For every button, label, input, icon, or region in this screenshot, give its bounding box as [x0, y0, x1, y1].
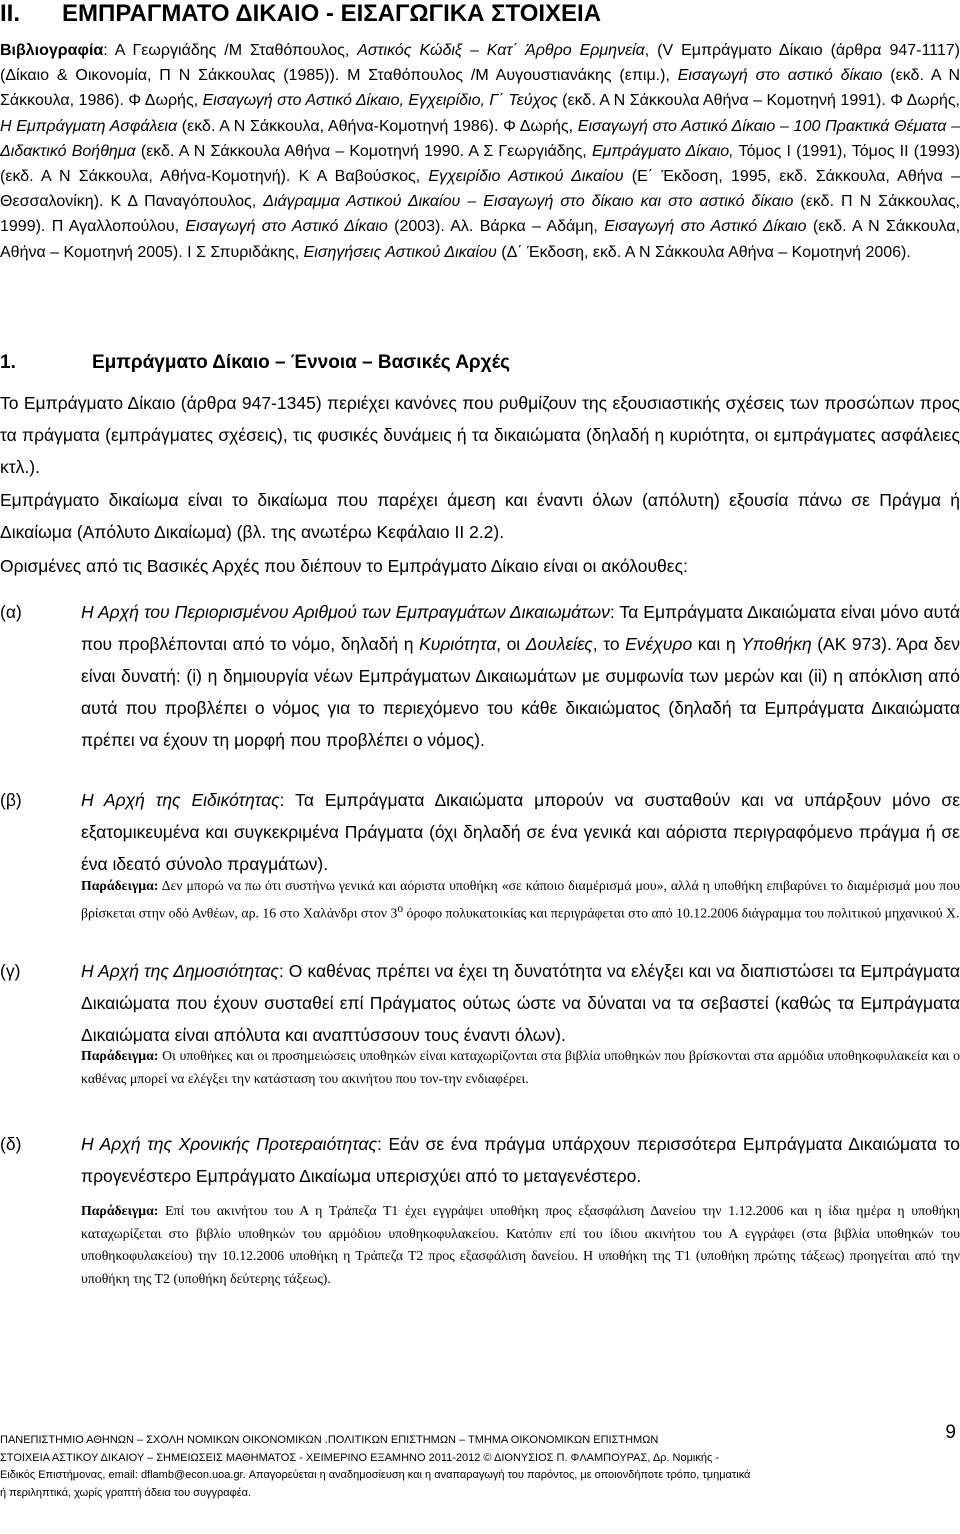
biblio-title: Εισαγωγή στο Αστικό Δίκαιο — [185, 218, 388, 236]
intro-paragraph-3: Ορισμένες από τις Βασικές Αρχές που διέπουν το Εμπράγματο Δίκαιο είναι οι ακόλουθες: — [0, 556, 688, 576]
principle-title-d: Η Αρχή της Χρονικής Προτεραιότητας — [81, 1134, 377, 1154]
biblio-text: (Ε΄ Έκδοση, 1995, εκδ. Σάκκουλα, Αθήνα – Θεσσαλονίκη). Κ Δ Παναγόπουλος, — [0, 168, 960, 211]
item-label-a: (α) — [0, 602, 22, 622]
footer-line-1: ΠΑΝΕΠΙΣΤΗΜΙΟ ΑΘΗΝΩΝ – ΣΧΟΛΗ ΝΟΜΙΚΩΝ ΟΙΚΟΝΟΜΙΚΩΝ .ΠΟΛΙΤΙΚΩΝ ΕΠΙΣΤΗΜΩΝ – ΤΜΗΜΑ ΟΙΚΟΝΟΜΙΚΩΝ ΕΠΙΣΤΗΜΩΝ — [0, 1434, 659, 1446]
chapter-title — [0, 0, 601, 28]
item-label-b: (β) — [0, 790, 22, 810]
biblio-title: Εισαγωγή στο Αστικό Δίκαιο, Εγχειρίδιο, Γ΄ Τεύχος — [202, 92, 558, 110]
example-c — [81, 1045, 960, 1090]
principle-title-b: Η Αρχή της Ειδικότητας — [81, 790, 280, 810]
principle-title-a: Η Αρχή του Περιορισμένου Αριθμού των Εμπραγμάτων Δικαιωμάτων — [81, 602, 610, 622]
biblio-title: Εμπράγματο Δίκαιο, — [591, 142, 734, 160]
item-term: Κυριότητα — [419, 634, 497, 654]
example-label: Παράδειγμα: — [81, 878, 159, 893]
biblio-title: Εγχειρίδιο Αστικού Δικαίου — [428, 168, 624, 186]
item-text: και η — [692, 634, 742, 654]
bibliography-label: Βιβλιογραφία — [0, 42, 104, 59]
bibliography-paragraph — [0, 38, 960, 265]
item-text: : Τα Εμπράγματα Δικαιώματα μπορούν να συσταθούν και να υπάρξουν μόνο σε εξατομικευμένα και συγκεκριμένα Πράγματα (όχι δηλαδή σε ένα γενικά και αόριστα περιγραφόμενο πράγμα ή σε ένα ιδεατό σύνολο πραγμάτων). — [81, 790, 960, 874]
principle-title-c: Η Αρχή της Δημοσιότητας — [81, 961, 279, 981]
ordinal-superscript: ο — [397, 902, 404, 915]
example-b — [81, 875, 960, 925]
section-title: Εμπράγματο Δίκαιο – Έννοια – Βασικές Αρχές — [92, 352, 511, 373]
biblio-text: (εκδ. Α Ν Σάκκουλα, Αθήνα – Κομοτηνή 2005). Ι Σ Σπυριδάκης, — [0, 218, 960, 261]
biblio-text: Τόμος Ι (1991), Τόμος ΙΙ (1993) (εκδ. Α Ν Σάκκουλα, Αθήνα-Κομοτηνή). Κ Α Βαβούσκος, — [0, 142, 960, 186]
footer-line-2: ΣΤΟΙΧΕΙΑ ΑΣΤΙΚΟΥ ΔΙΚΑΙΟΥ – ΣΗΜΕΙΩΣΕΙΣ ΜΑΘΗΜΑΤΟΣ - ΧΕΙΜΕΡΙΝΟ ΕΞΑΜΗΝΟ 2011-2012 © ΔΙΟΝΥΣΙΟΣ Π. ΦΛΑΜΠΟΥΡΑΣ, Δρ. Νομικής - — [0, 1451, 720, 1464]
biblio-title: Εισαγωγή στο Αστικό Δίκαιο – 100 Πρακτικά Θέματα – Διδακτικό Βοήθημα — [0, 117, 960, 160]
example-label: Παράδειγμα: — [81, 1048, 159, 1063]
biblio-text: (εκδ. Α Ν Σάκκουλα, 1986). Φ Δωρής, — [0, 67, 960, 110]
item-body-d — [81, 1128, 960, 1192]
biblio-text: (2003). Αλ. Βάρκα – Αδάμη, — [387, 218, 605, 236]
chapter-title-text: ΕΜΠΡΑΓΜΑΤΟ ΔΙΚΑΙΟ - ΕΙΣΑΓΩΓΙΚΑ ΣΤΟΙΧΕΙΑ — [62, 0, 602, 27]
biblio-title: Εισαγωγή στο Αστικό Δίκαιο — [604, 218, 807, 236]
item-text: , οι — [496, 634, 526, 654]
page-number: 9 — [945, 1422, 956, 1443]
footer-line-3: Ειδικός Επιστήμονας, email: dflamb@econ.uoa.gr. Απαγορεύεται η αναδημοσίευση και η αναπαραγωγή του παρόντος, με οποιονδήποτε τρόπο, τμηματικά — [0, 1469, 751, 1481]
section-heading — [0, 351, 510, 375]
biblio-text: , (V Εμπράγματο Δίκαιο (άρθρα 947-1117) (Δίκαιο & Οικονομία, Π Ν Σάκκουλας (1985)). Μ Σταθόπουλος /Μ Αυγουστιανάκης (επιμ.), — [0, 42, 960, 85]
page-footer — [0, 1432, 960, 1502]
section-number: 1. — [0, 352, 16, 373]
item-term: Υποθήκη — [741, 634, 812, 654]
example-d — [81, 1200, 960, 1290]
chapter-number: II. — [0, 0, 21, 27]
biblio-text: (Δ΄ Έκδοση, εκδ. Α Ν Σάκκουλα Αθήνα – Κομοτηνή 2006). — [496, 243, 911, 261]
biblio-title: Διάγραμμα Αστικού Δικαίου – Εισαγωγή στο δίκαιο και στο αστικό δίκαιο — [263, 193, 794, 211]
item-label-c: (γ) — [0, 961, 21, 981]
biblio-text: (εκδ. Π Ν Σάκκουλας, 1999). Π Αγαλλοπούλου, — [0, 193, 960, 236]
biblio-title: Εισηγήσεις Αστικού Δικαίου — [303, 243, 497, 261]
item-text: , το — [592, 634, 626, 654]
item-body-c — [81, 955, 960, 1051]
example-text: Οι υποθήκες και οι προσημειώσεις υποθηκών είναι καταχωρίζονται στα βιβλία υποθηκών που βρίσκονται στα αρμόδια υποθηκοφυλακεία και ο καθένας μπορεί να ελέγξει την κατάσταση του ακινήτου που τον-την ενδιαφέρει. — [81, 1048, 960, 1086]
example-text: όροφο πολυκατοικίας και περιγράφεται στο από 10.12.2006 διάγραμμα του πολιτικού μηχανικού Χ. — [403, 905, 960, 921]
biblio-title: Αστικός Κώδιξ – Κατ΄ Άρθρο Ερμηνεία — [357, 42, 645, 59]
example-text: Δεν μπορώ να πω ότι συστήνω γενικά και αόριστα υποθήκη «σε κάποιο διαμέρισμά μου», αλλά η υποθήκη επιβαρύνει το διαμέρισμά μου που βρίσκεται στην οδό Ανθέων, αρ. 16 στο Χαλάνδρι στον 3 — [81, 878, 960, 921]
item-text: : Ο καθένας πρέπει να έχει τη δυνατότητα να ελέγξει και να διαπιστώσει τα Εμπράγματα Δικαιώματα που έχουν συσταθεί επί Πράγματος ούτως ώστε να δύναται να τα σεβαστεί (καθώς τα Εμπράγματα Δικαιώματα είναι απόλυτα και αναπτύσσουν τους έναντι όλων). — [81, 961, 960, 1045]
intro-paragraph-1: Το Εμπράγματο Δίκαιο (άρθρα 947-1345) περιέχει κανόνες που ρυθμίζουν της εξουσιαστικής σχέσεις των προσώπων προς τα πράγματα (εμπράγματες σχέσεις), τις φυσικές δυνάμεις ή τα δικαιώματα (δηλαδή η κυριότητα, οι εμπράγματες ασφάλειες κτλ.). — [0, 393, 960, 477]
item-term: Δουλείες — [525, 634, 593, 654]
biblio-title: Εισαγωγή στο αστικό δίκαιο — [677, 67, 883, 85]
item-term: Ενέχυρο — [625, 634, 693, 654]
item-body-a — [81, 596, 960, 756]
item-body-b — [81, 784, 960, 880]
intro-paragraph-2: Εμπράγματο δικαίωμα είναι το δικαίωμα που παρέχει άμεση και έναντι όλων (απόλυτη) εξουσία πάνω σε Πράγμα ή Δικαίωμα (Απόλυτο Δικαίωμα) (βλ. της ανωτέρω Κεφάλαιο ΙΙ 2.2). — [0, 490, 960, 542]
biblio-text: (εκδ. Α Ν Σάκκουλα, Αθήνα-Κομοτηνή 1986). Φ Δωρής, — [177, 117, 578, 135]
item-text: (ΑΚ 973). Άρα δεν είναι δυνατή: (i) η δημιουργία νέων Εμπράγματων Δικαιωμάτων με συμφωνία των μερών και (ii) η απόκλιση από αυτά που προβλέπει ο νόμος για το περιεχόμενο του κάθε δικαιώματος (δηλαδή τα Εμπράγματα Δικαιώματα πρέπει να έχουν τη μορφή που προβλέπει ο νόμος). — [81, 634, 960, 750]
item-text: : Τα Εμπράγματα Δικαιώματα είναι μόνο αυτά που προβλέπονται από το νόμο, δηλαδή η — [81, 602, 960, 654]
example-text: Επί του ακινήτου του Α η Τράπεζα Τ1 έχει εγγράψει υποθήκη προς εξασφάλιση Δανείου την 1.12.2006 και η ίδια ημέρα η υποθήκη καταχωρίζεται στο βιβλίο υποθηκών του αρμόδιου υποθηκοφυλακείου. Κατόπιν επί του ίδιου ακινήτου του Α εγγράφει (στα βιβλία υποθηκών του υποθηκοφυλακείου) την 10.12.2006 υποθήκη η Τράπεζα Τ2 προς εξασφάλιση δανείου. Η υποθήκη της Τ1 (υποθήκη πρώτης τάξεως) προηγείται από την υποθήκη της Τ2 (υποθήκη δεύτερης τάξεως). — [81, 1203, 960, 1286]
biblio-text: : Α Γεωργιάδης /Μ Σταθόπουλος, — [103, 42, 358, 59]
item-label-d: (δ) — [0, 1134, 22, 1154]
biblio-text: (εκδ. Α Ν Σάκκουλα Αθήνα – Κομοτηνή 1990. Α Σ Γεωργιάδης, — [135, 142, 592, 160]
biblio-text: (εκδ. Α Ν Σάκκουλα Αθήνα – Κομοτηνή 1991). Φ Δωρής, — [557, 92, 960, 110]
example-label: Παράδειγμα: — [81, 1203, 159, 1218]
footer-line-4: ή περιληπτικά, χωρίς γραπτή άδεια του συγγραφέα. — [0, 1486, 252, 1499]
item-text: : Εάν σε ένα πράγμα υπάρχουν περισσότερα Εμπράγματα Δικαιώματα το προγενέστερο Εμπράγματο Δικαίωμα υπερισχύει από το μεταγενέστερο. — [81, 1134, 960, 1186]
biblio-title: Η Εμπράγματη Ασφάλεια — [0, 117, 178, 135]
